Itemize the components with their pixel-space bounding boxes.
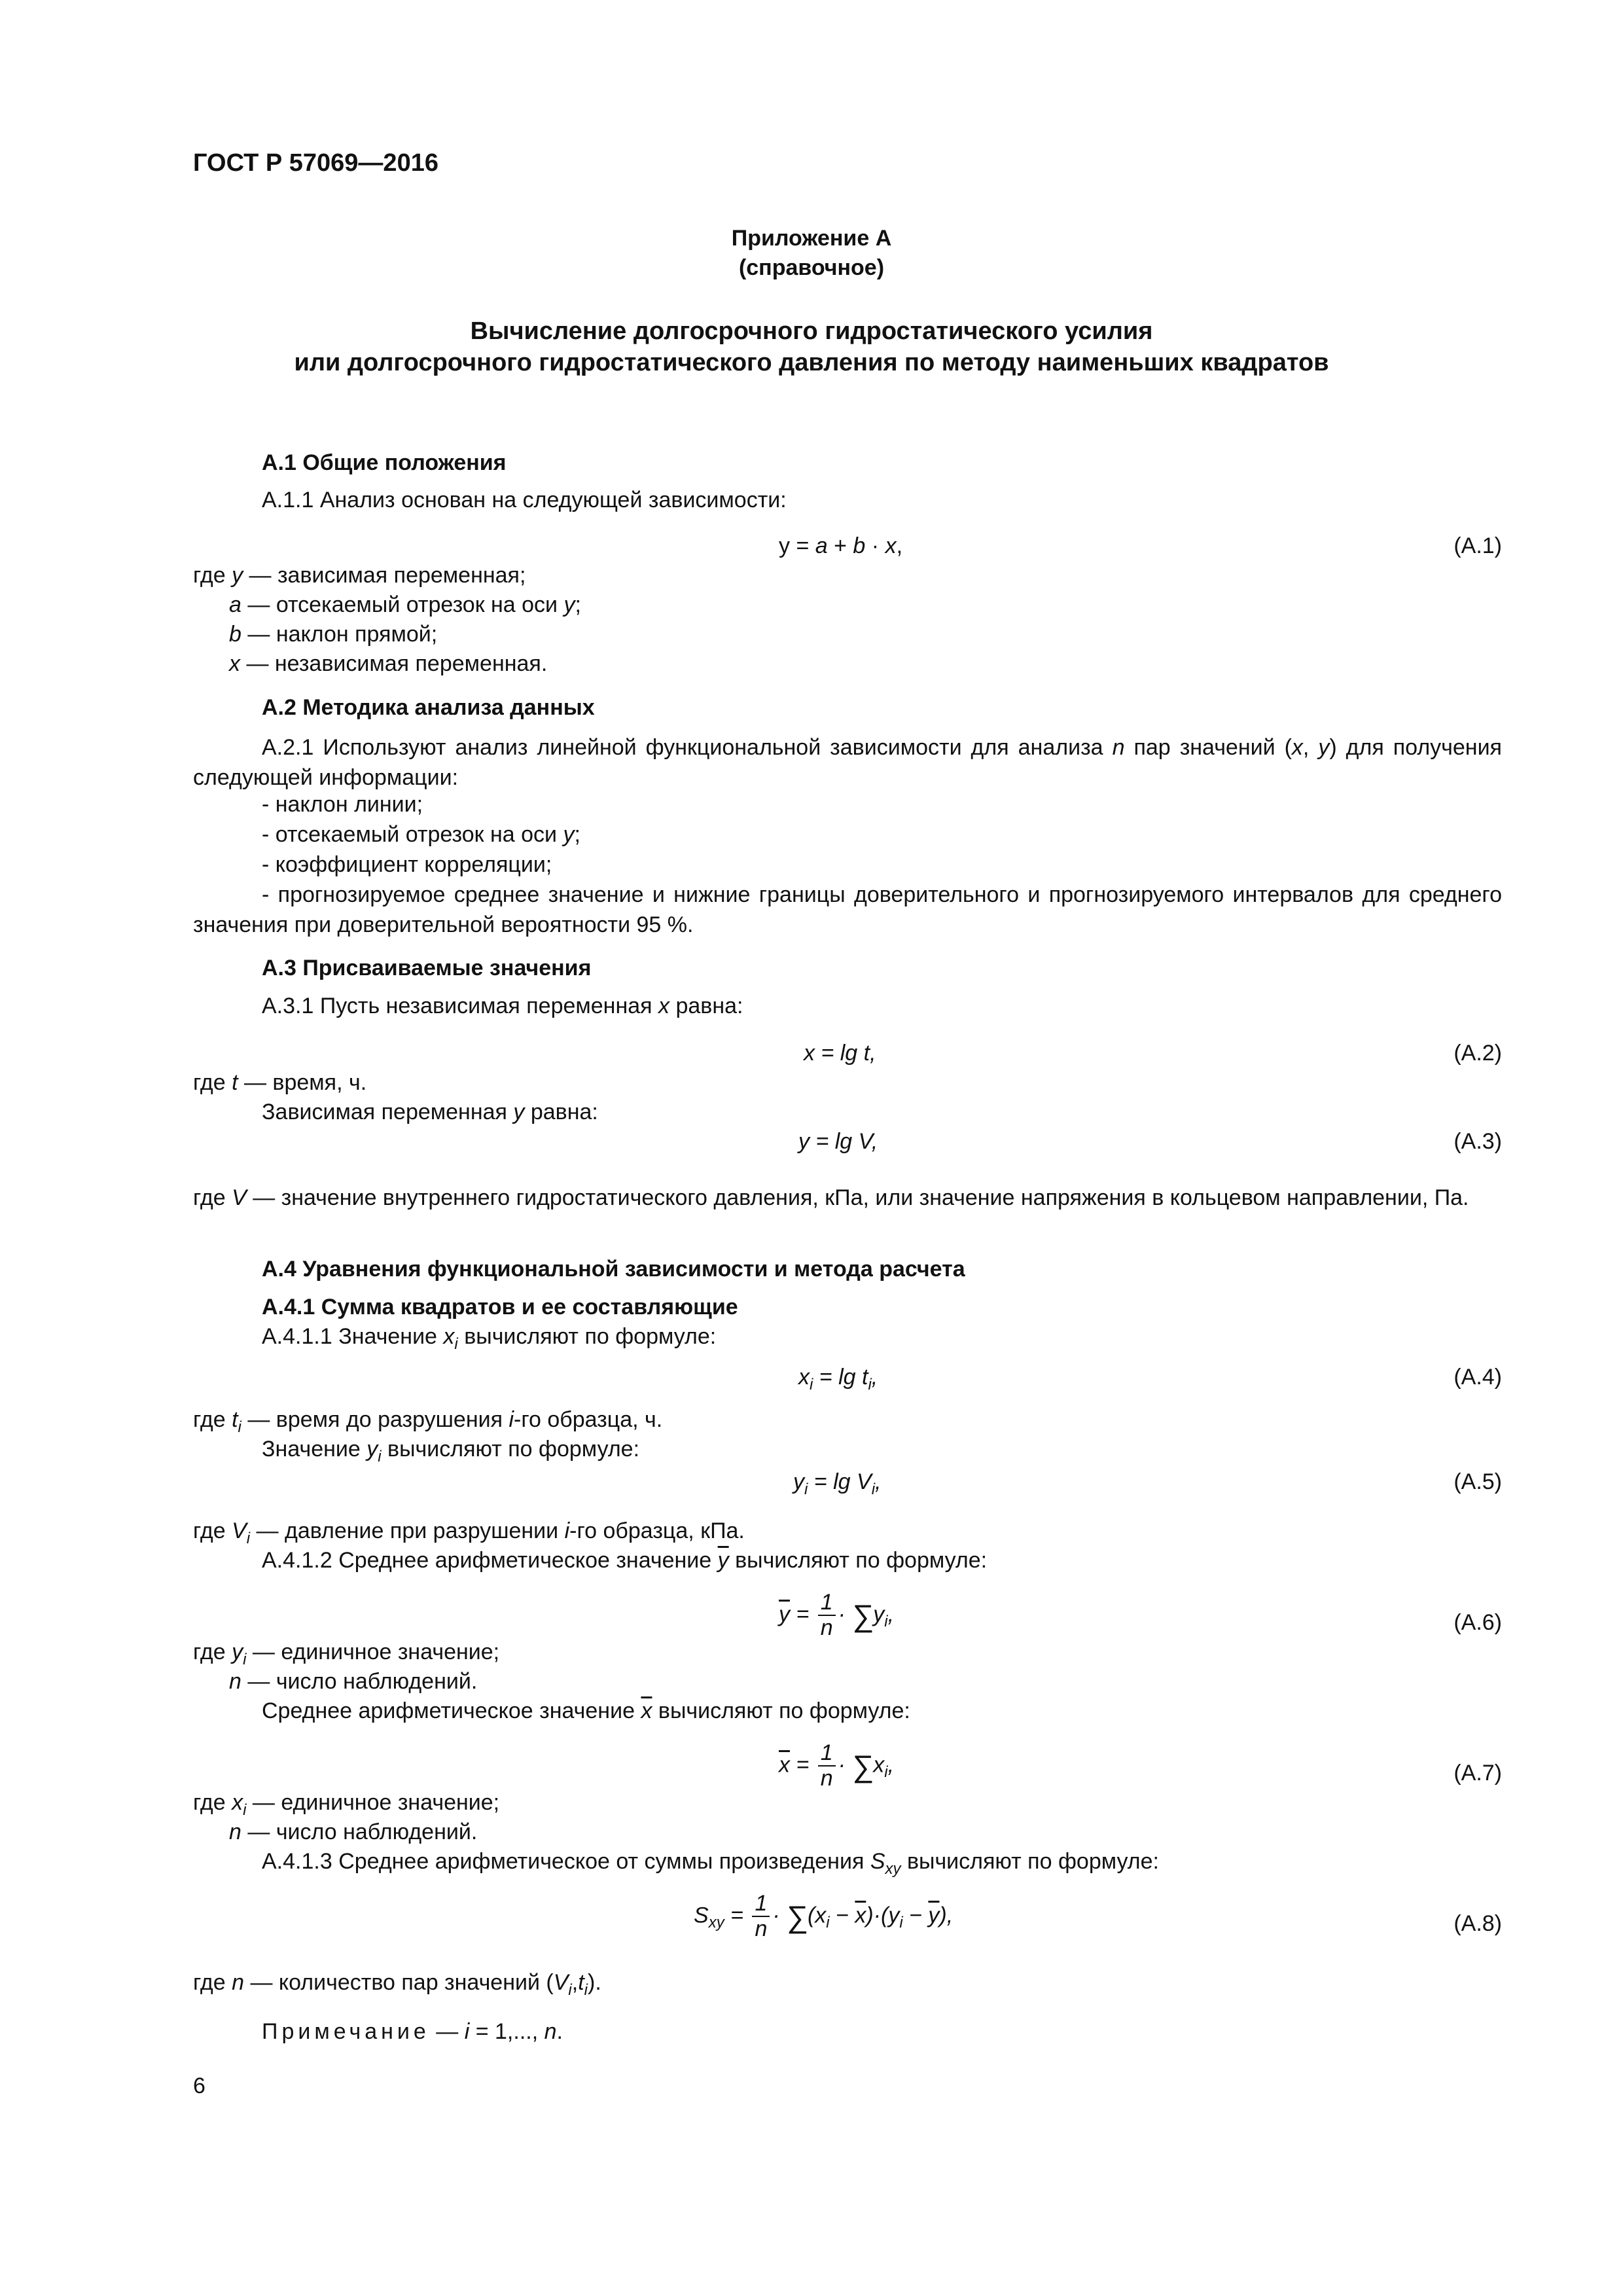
equation-a3: y = lg V, [798,1129,878,1154]
bullet-1: - наклон линии; [262,792,423,817]
main-title-line2: или долгосрочного гидростатического давления по методу наименьших квадратов [294,349,1329,376]
def-b: b — наклон прямой; [229,622,438,647]
def-a: a — отсекаемый отрезок на оси y; [229,592,581,617]
def-ti: где $t_i$ — время до разрушения i-го образца, ч. [193,1407,663,1436]
equation-a4-number: (А.4) [1454,1365,1502,1390]
main-title-line1: Вычисление долгосрочного гидростатического усилия [470,317,1153,345]
bullet-3: - коэффициент корреляции; [262,852,552,877]
equation-a7-number: (А.7) [1454,1761,1502,1785]
bullet-2: - отсекаемый отрезок на оси y; [262,822,580,847]
a3-dependent: Зависимая переменная y равна: [262,1100,598,1124]
appendix-title: Приложение А [731,226,892,251]
def-t: где t — время, ч. [193,1070,367,1095]
equation-a1-number: (А.1) [1454,533,1502,558]
equation-a4: $x_i = \lg t_i$, [798,1365,878,1393]
equation-a5: $y_i = \lg V_i$, [793,1469,882,1498]
def-vi: где $V_i$ — давление при разрушении i-го образца, кПа. [193,1518,745,1547]
a1-paragraph: А.1.1 Анализ основан на следующей зависимости: [262,488,787,512]
def-n2: n — число наблюдений. [229,1820,478,1844]
def-v: где V — значение внутреннего гидростатического давления, кПа, или значение напряжения в кольцевом направлении, Па. [193,1185,1469,1210]
equation-a3-number: (А.3) [1454,1129,1502,1154]
equation-a8: $S_{xy}$ = $\frac{1}{n}$ · $\sum(x_i - \overline{x})\cdot(y_i - \overline{y})$, [694,1891,954,1942]
equation-a1: y = a + b · x, [779,533,903,558]
section-a2-heading: А.2 Методика анализа данных [262,695,595,720]
a412-paragraph: А.4.1.2 Среднее арифметическое значение $\overline{y}$ вычисляют по формуле: [262,1548,988,1573]
a2-paragraph: А.2.1 Используют анализ линейной функциональной зависимости для анализа n пар значений (x, y) для получения следующей информации: [193,735,1502,790]
equation-a6-number: (А.6) [1454,1610,1502,1635]
equation-a7: $\overline{x}$ = $\frac{1}{n}$ · $\sum x_i$, [779,1740,895,1791]
def-x: x — независимая переменная. [229,651,548,676]
appendix-type: (справочное) [738,255,885,280]
section-a3-heading: А.3 Присваиваемые значения [262,956,592,980]
document-id: ГОСТ Р 57069—2016 [193,149,438,177]
equation-a5-number: (А.5) [1454,1469,1502,1494]
equation-a2: x = lg t, [804,1041,876,1066]
section-a4-heading: А.4 Уравнения функциональной зависимости и метода расчета [262,1257,965,1282]
page-number: 6 [193,2073,205,2098]
def-n1: n — число наблюдений. [229,1669,478,1694]
a3-paragraph: А.3.1 Пусть независимая переменная x равна: [262,994,743,1018]
yi-paragraph: Значение $y_i$ вычисляют по формуле: [262,1437,640,1465]
xbar-paragraph: Среднее арифметическое значение $\overline{x}$ вычисляют по формуле: [262,1698,910,1723]
def-xi: где $x_i$ — единичное значение; [193,1790,500,1819]
note: Примечание — i = 1,..., n. [262,2019,563,2044]
equation-a8-number: (А.8) [1454,1911,1502,1936]
a413-paragraph: А.4.1.3 Среднее арифметическое от суммы произведения $S_{xy}$ вычисляют по формуле: [262,1849,1159,1878]
equation-a2-number: (А.2) [1454,1041,1502,1066]
section-a41-heading: А.4.1 Сумма квадратов и ее составляющие [262,1295,738,1319]
def-yi: где $y_i$ — единичное значение; [193,1640,500,1668]
section-a1-heading: А.1 Общие положения [262,450,507,475]
def-n3: где n — количество пар значений $(V_i,t_i)$. [193,1970,601,1999]
bullet-4: - прогнозируемое среднее значение и нижние границы доверительного и прогнозируемого интервалов для среднего значения при доверительной вероятности 95 %. [193,882,1502,937]
def-y: где y — зависимая переменная; [193,563,526,588]
equation-a6: $\overline{y}$ = $\frac{1}{n}$ · $\sum y_i$, [779,1590,895,1641]
a411-paragraph: А.4.1.1 Значение $x_i$ вычисляют по формуле: [262,1324,717,1353]
